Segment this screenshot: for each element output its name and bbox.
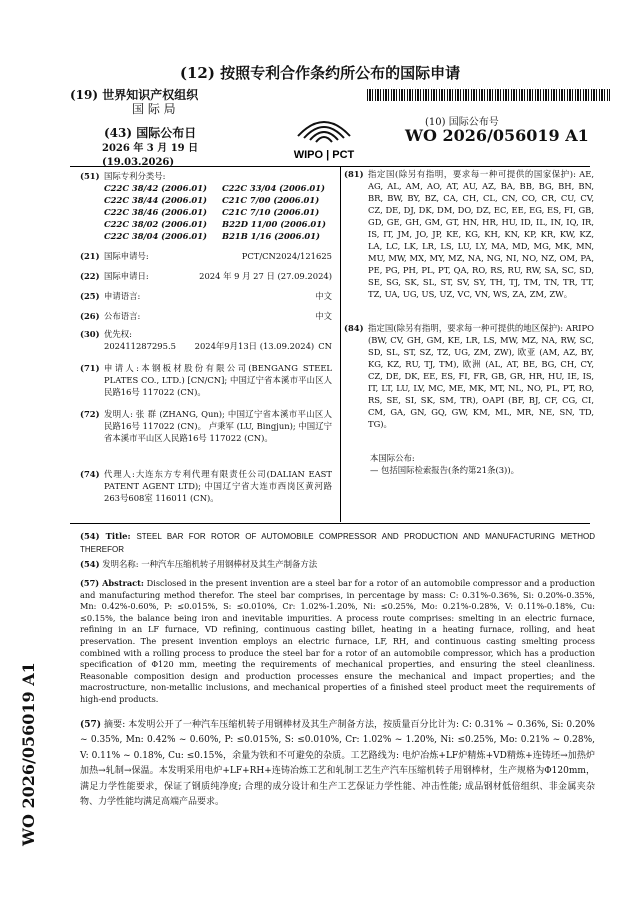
priority-section <box>80 328 332 352</box>
ipc-label: 国际专利分类号: <box>104 171 166 181</box>
title-zh-text: 发明名称: 一种汽车压缩机转子用钢棒材及其生产制备方法 <box>102 559 318 569</box>
office-block <box>70 88 270 116</box>
pub-date-block <box>70 126 270 170</box>
title-en <box>80 530 595 556</box>
ipc-code: C21C 7/00 (2006.01) <box>222 195 320 205</box>
document-title: (12) 按照专利合作条约所公布的国际申请 <box>179 64 461 82</box>
filing-date-label: 国际申请日: <box>104 271 149 281</box>
abstract-en-text: Disclosed in the present invention are a steel bar for a rotor of an automobile compressor and a production and manufacturing method therefor. The steel bar comprises, in percentage by mass: C: 0.31%-0.36%, Si: 0.20%-0.35%, Mn: 0.42%-0.60%, P: ≤0.015%, S: ≤0.010%, Cr: 1.02%-1.20%, Ni: ≤0.25%, Mo: 0.21%-0.28%, V: 0.11%-0.18%, Cu: ≤0.15%, the balance being iron and inevitable impurities. A process route comprises: smelting in an electric furnace, refining in an LF furnace, VD refining, continuous casting billet, heating in a heating furnace, rolling, and heat preservation. The present invention employs an electric furnace, LF, RH, and continuous casting smelting process combined with a rolling process to produce the steel bar for a rotor of an automobile compressor, which has a production specification of Φ120 mm, meeting the requirements of mechanical properties, and ensuring the steel cleanliness. Reasonable composition design and production processes ensure the mechanical and impact properties; and the macrostructure, non-metallic inclusions, and mechanical properties of a finished steel product meet the requirements of high-end products. <box>80 578 595 704</box>
filing-date-row <box>80 270 332 282</box>
ipc-code: C22C 38/44 (2006.01) <box>104 195 207 205</box>
body-divider <box>70 523 590 524</box>
priority-label: 优先权: <box>104 329 132 339</box>
title-en-text: STEEL BAR FOR ROTOR OF AUTOMOBILE COMPRESSOR AND PRODUCTION AND MANUFACTURING METHOD THEREFOR <box>80 532 595 554</box>
pub-number: WO 2026/056019 A1 <box>405 126 589 145</box>
inventors-section <box>80 408 332 444</box>
ipc-section <box>80 170 332 242</box>
inventors-text: 发明人: 张 群 (ZHANG, Qun); 中国辽宁省本溪市平山区人民路16号 117022 (CN)。 卢秉军 (LU, Bingjun); 中国辽宁省本溪市平山区人民路16号 117022 (CN)。 <box>104 409 332 443</box>
applicant-section <box>80 362 332 398</box>
ipc-code: C21C 7/10 (2006.01) <box>222 207 320 217</box>
published-section <box>370 452 594 476</box>
ipc-code: B21B 1/16 (2006.01) <box>222 231 320 241</box>
pub-language-value: 中文 <box>315 311 332 321</box>
priority-number: 202411287295.5 <box>104 341 176 351</box>
inventors-num: (72) <box>80 409 100 419</box>
wipo-logo <box>288 104 360 164</box>
org-sub: 国 际 局 <box>132 102 176 116</box>
regional-text: 指定国(除另有指明，要求每一种可提供的地区保护): ARIPO (BW, CV, GH, GM, KE, LR, LS, MW, MZ, NA, RW, SC, SD, SL, ST, SZ, TZ, UG, ZM, ZW), 欧亚 (AM, AZ, BY, KG, KZ, RU, TJ, TM), 欧洲 (AL, AT, BE, BG, CH, CY, CZ, DE, DK, EE, ES, FI, FR, GB, GR, HR, HU, IE, IS, IT, LT, LU, LV, MC, ME, MK, MT, NL, NO, PL, PT, RO, RS, SE, SI, SK, SM, TR), OAPI (BF, BJ, CF, CG, CI, CM, GA, GN, GQ, GW, KM, ML, MR, NE, SN, TD, TG)。 <box>368 323 594 429</box>
ipc-code: B22D 11/00 (2006.01) <box>222 219 327 229</box>
header-divider <box>70 166 590 167</box>
regional-designations <box>344 322 594 430</box>
abstract-zh-num: (57) <box>80 720 102 730</box>
national-text: 指定国(除另有指明，要求每一种可提供的国家保护): AE, AG, AL, AM, AO, AT, AU, AZ, BA, BB, BG, BH, BN, BR, BW, BY, BZ, CA, CH, CL, CN, CO, CR, CU, CV, CZ, DE, DJ, DK, DM, DO, DZ, EC, EE, EG, ES, FI, GB, GD, GE, GH, GM, GT, HN, HR, HU, ID, IL, IN, IQ, IR, IS, IT, JM, JO, JP, KE, KG, KH, KN, KP, KR, KW, KZ, LA, LC, LK, LR, LS, LU, LY, MA, MD, MG, MK, MN, MU, MW, MX, MY, MZ, NA, NG, NI, NO, NZ, OM, PA, PE, PG, PH, PL, PT, QA, RO, RS, RU, RW, SA, SC, SD, SE, SG, SK, SL, ST, SV, SY, TH, TJ, TM, TN, TR, TT, TZ, UA, UG, US, UZ, VC, VN, WS, ZA, ZM, ZW。 <box>368 169 594 299</box>
ipc-code: C22C 38/46 (2006.01) <box>104 207 207 217</box>
priority-num: (30) <box>80 329 100 339</box>
agent-num: (74) <box>80 469 100 479</box>
pub-language-label: 公布语言: <box>104 311 141 321</box>
pub-language-row <box>80 310 332 322</box>
applicant-num: (71) <box>80 363 100 373</box>
abstract-en <box>80 578 595 706</box>
filing-language-num: (25) <box>80 291 100 301</box>
published-item: — 包括国际检索报告(条约第21条(3))。 <box>370 465 519 475</box>
ipc-code: C22C 33/04 (2006.01) <box>222 183 325 193</box>
app-number-row <box>80 250 332 262</box>
title-en-num: (54) Title: <box>80 531 131 541</box>
pub-number-label: (10) 国际公布号 <box>425 117 499 128</box>
filing-language-row <box>80 290 332 302</box>
pub-date-num: (43) <box>104 126 133 140</box>
regional-num: (84) <box>344 323 364 333</box>
national-num: (81) <box>344 169 364 179</box>
priority-date: 2024年9月13日 (13.09.2024) <box>194 341 315 351</box>
title-zh <box>80 558 595 570</box>
ipc-code: C22C 38/04 (2006.01) <box>104 231 207 241</box>
pub-date-label: 国际公布日 <box>136 126 197 140</box>
pub-date-value: 2026 年 3 月 19 日 (19.03.2026) <box>102 143 199 168</box>
org-name: 世界知识产权组织 <box>102 88 199 102</box>
barcode <box>367 89 610 101</box>
pub-language-num: (26) <box>80 311 100 321</box>
abstract-en-num: (57) Abstract: <box>80 578 144 588</box>
agent-text: 代理人:大连东方专利代理有限责任公司(DALIAN EAST PATENT AGENT LTD); 中国辽宁省大连市西岗区黄河路263号608室 116011 (CN)。 <box>104 469 332 503</box>
side-pub-number: WO 2026/056019 A1 <box>19 662 38 846</box>
wipo-logo-text: WIPO | PCT <box>293 149 355 161</box>
filing-date-num: (22) <box>80 271 100 281</box>
column-divider <box>340 167 341 522</box>
ipc-num: (51) <box>80 171 100 181</box>
org-num: (19) <box>70 88 99 102</box>
app-number-label: 国际申请号: <box>104 251 149 261</box>
national-designations <box>344 168 594 300</box>
app-number-num: (21) <box>80 251 100 261</box>
filing-language-label: 申请语言: <box>104 291 141 301</box>
abstract-zh-text: 摘要: 本发明公开了一种汽车压缩机转子用钢棒材及其生产制备方法，按质量百分比计为: C: 0.31% ~ 0.36%, Si: 0.20% ~ 0.35%, Mn: 0.42% ~ 0.60%, P: ≤0.015%, S: ≤0.010%, Cr: 1.02% ~ 1.20%, Ni: ≤0.25%, Mo: 0.21% ~ 0.28%, V: 0.11% ~ 0.18%, Cu: ≤0.15%，余量为铁和不可避免的杂质。工艺路线为: 电炉冶炼+LF炉精炼+VD精炼+连铸坯→加热炉加热→轧制→保温。本发明采用电炉+LF+RH+连铸冶炼工艺和轧制工艺生产汽车压缩机转子用钢棒材，生产规格为Φ120mm，满足力学性能要求，保证了钢质纯净度; 合理的成分设计和生产工艺保证力学性能、冲击性能; 成品钢材低倍组织、非金属夹杂物、力学性能均满足高端产品要求。 <box>80 720 595 808</box>
title-zh-num: (54) <box>80 559 100 569</box>
filing-language-value: 中文 <box>315 291 332 301</box>
app-number-value: PCT/CN2024/121625 <box>241 251 332 261</box>
abstract-zh <box>80 718 595 810</box>
filing-date-value: 2024 年 9 月 27 日 (27.09.2024) <box>199 271 332 281</box>
applicant-text: 申请人:本钢板材股份有限公司(BENGANG STEEL PLATES CO., LTD.) [CN/CN]; 中国辽宁省本溪市平山区人民路16号 117022 (CN)。 <box>104 363 332 397</box>
ipc-code: C22C 38/42 (2006.01) <box>104 183 207 193</box>
priority-country: CN <box>318 341 332 351</box>
published-label: 本国际公布: <box>370 453 415 463</box>
ipc-code: C22C 38/02 (2006.01) <box>104 219 207 229</box>
agent-section <box>80 468 332 504</box>
